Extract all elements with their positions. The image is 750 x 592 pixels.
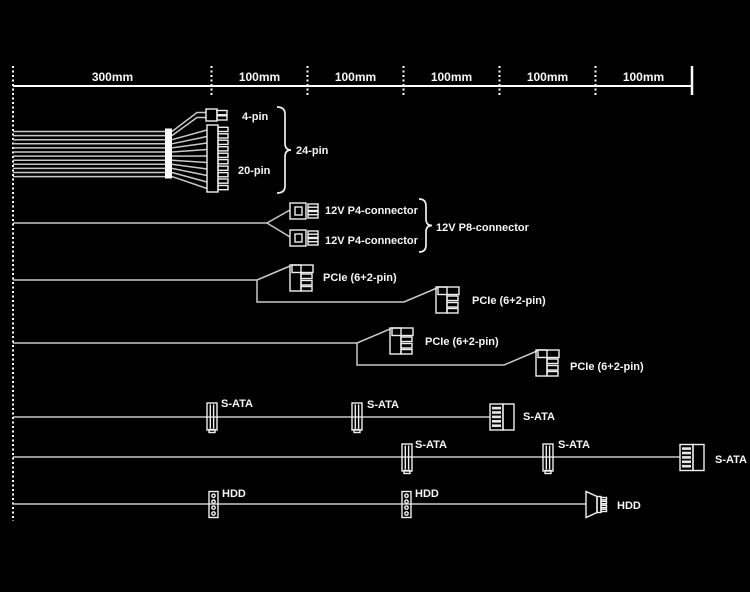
cable-hdd (13, 488, 641, 518)
eps-wires (13, 210, 290, 237)
label-hdd-1: HDD (222, 488, 246, 500)
label-pcie-1b: PCIe (6+2-pin) (472, 295, 546, 307)
ruler-segment-label-3: 100mm (430, 70, 473, 84)
label-hdd-2: HDD (415, 488, 439, 500)
cable-eps-12v (13, 199, 530, 252)
ruler-segment-label-0: 300mm (91, 70, 134, 84)
ruler-segment-label-5: 100mm (622, 70, 665, 84)
cable-pcie-1 (13, 265, 546, 313)
label-pcie-2b: PCIe (6+2-pin) (570, 361, 644, 373)
connector-sata-2a (402, 444, 412, 474)
ruler-segment-label-2: 100mm (334, 70, 377, 84)
label-p4-1: 12V P4-connector (325, 205, 418, 217)
connector-pcie-1b (436, 287, 459, 313)
cable-atx-24pin (13, 107, 329, 193)
connector-p4-2 (290, 230, 318, 246)
label-sata-1a: S-ATA (221, 398, 253, 410)
brace-24pin (277, 107, 291, 193)
atx-fanout-wires (172, 113, 207, 189)
label-sata-1b: S-ATA (367, 399, 399, 411)
connector-sata-1-end (490, 404, 514, 430)
label-sata-2-end: S-ATA (715, 454, 747, 466)
cable-sata-2 (13, 439, 747, 474)
label-p4-2: 12V P4-connector (325, 235, 418, 247)
atx-wire-bundle (13, 132, 166, 177)
label-24pin: 24-pin (296, 145, 329, 157)
cable-pcie-2 (13, 328, 644, 376)
cable-sata-1 (13, 398, 555, 433)
ruler (13, 66, 692, 521)
connector-p4-1 (290, 203, 318, 219)
connector-sata-2-end (680, 445, 704, 471)
ruler-segment-label-4: 100mm (526, 70, 569, 84)
cable-sleeve-band (165, 129, 172, 179)
connector-4pin (206, 109, 227, 121)
connector-sata-2b (543, 444, 553, 474)
label-pcie-1a: PCIe (6+2-pin) (323, 272, 397, 284)
ruler-segment-label-1: 100mm (238, 70, 281, 84)
connector-20pin (207, 125, 228, 192)
label-20pin: 20-pin (238, 165, 271, 177)
label-p8: 12V P8-connector (436, 222, 529, 234)
label-4pin: 4-pin (242, 111, 269, 123)
label-sata-2b: S-ATA (558, 439, 590, 451)
connector-hdd-end (586, 492, 607, 518)
brace-p8 (419, 199, 432, 252)
label-pcie-2a: PCIe (6+2-pin) (425, 336, 499, 348)
connector-pcie-1a (290, 265, 313, 291)
label-sata-1-end: S-ATA (523, 411, 555, 423)
connector-pcie-2b (536, 350, 559, 376)
label-sata-2a: S-ATA (415, 439, 447, 451)
connector-pcie-2a (390, 328, 413, 354)
label-hdd-end: HDD (617, 500, 641, 512)
